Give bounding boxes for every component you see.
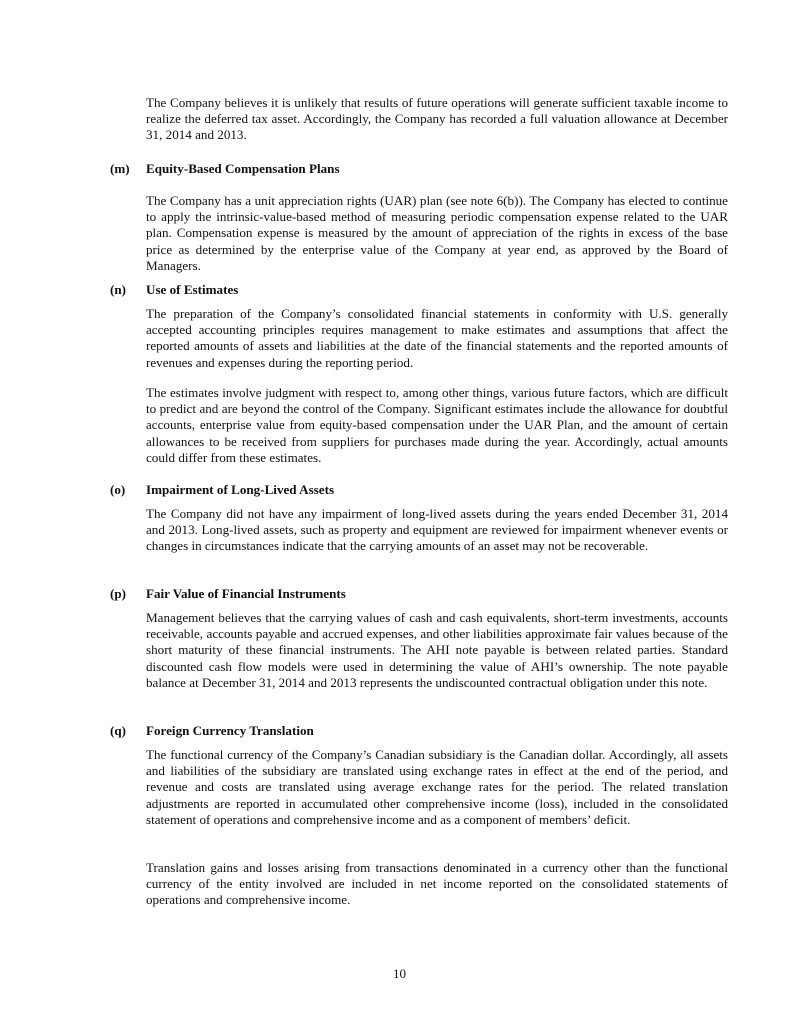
section-m-paragraph-1: The Company has a unit appreciation rights (UAR) plan (see note 6(b)). The Company has elected to continue to apply the intrinsic-value-based method of measuring periodic compensation expense related to the UAR plan. Compensation expense is measured by the amount of appreciation of the rights in excess of the base price as determined by the enterprise value of the Company at year end, as approved by the Board of Managers. bbox=[146, 193, 728, 273]
section-heading-o bbox=[110, 482, 334, 498]
section-title: Fair Value of Financial Instruments bbox=[146, 586, 346, 601]
section-q-paragraph-1: The functional currency of the Company’s Canadian subsidiary is the Canadian dollar. Accordingly, all assets and liabilities of the subsidiary are translated using exchange rates in effect at the end of the period, and revenue and costs are translated using average exchange rates for the period. The related translation adjustments are reported in accumulated other comprehensive income (loss), included in the consolidated statement of operations and comprehensive income and as a component of members’ deficit. bbox=[146, 747, 728, 827]
section-heading-p bbox=[110, 586, 346, 602]
section-heading-q bbox=[110, 723, 314, 739]
section-p-paragraph-1: Management believes that the carrying values of cash and cash equivalents, short-term investments, accounts receivable, accounts payable and accrued expenses, and other liabilities approximate fair values because of the short maturity of these financial instruments. The AHI note payable is between related parties. Standard discounted cash flow models were used in determining the value of AHI’s ownership. The note payable balance at December 31, 2014 and 2013 represents the undiscounted contractual obligation under this note. bbox=[146, 610, 728, 690]
section-title: Impairment of Long-Lived Assets bbox=[146, 482, 335, 497]
section-heading-n bbox=[110, 282, 238, 298]
section-q-paragraph-2: Translation gains and losses arising from transactions denominated in a currency other than the functional currency of the entity involved are included in net income reported on the consolidated statements of operations and comprehensive income. bbox=[146, 860, 728, 908]
section-o-paragraph-1: The Company did not have any impairment of long-lived assets during the years ended December 31, 2014 and 2013. Long-lived assets, such as property and equipment are reviewed for impairment whenever events or changes in circumstances indicate that the carrying amounts of an asset may not be recoverable. bbox=[146, 506, 728, 554]
section-letter: (m) bbox=[110, 161, 130, 176]
intro-paragraph: The Company believes it is unlikely that results of future operations will generate sufficient taxable income to realize the deferred tax asset. Accordingly, the Company has recorded a full valuation allowance at December 31, 2014 and 2013. bbox=[146, 95, 728, 143]
section-n-paragraph-2: The estimates involve judgment with respect to, among other things, various future factors, which are difficult to predict and are beyond the control of the Company. Significant estimates include the allowance for doubtful accounts, enterprise value from equity-based compensation under the UAR Plan, and the amount of certain allowances to be received from suppliers for purchases made during the year. Accordingly, actual amounts could differ from these estimates. bbox=[146, 385, 728, 465]
section-title: Foreign Currency Translation bbox=[146, 723, 314, 738]
section-letter: (p) bbox=[110, 586, 127, 601]
section-n-paragraph-1: The preparation of the Company’s consolidated financial statements in conformity with U.S. generally accepted accounting principles requires management to make estimates and assumptions that affect the reported amounts of assets and liabilities at the date of the financial statements and the reported amounts of revenues and expenses during the reporting period. bbox=[146, 306, 728, 370]
section-title: Use of Estimates bbox=[146, 282, 239, 297]
section-letter: (q) bbox=[110, 723, 127, 738]
section-title: Equity-Based Compensation Plans bbox=[146, 161, 340, 176]
section-letter: (o) bbox=[110, 482, 126, 497]
page-number: 10 bbox=[392, 966, 407, 981]
section-letter: (n) bbox=[110, 282, 127, 297]
section-heading-m bbox=[110, 161, 340, 177]
